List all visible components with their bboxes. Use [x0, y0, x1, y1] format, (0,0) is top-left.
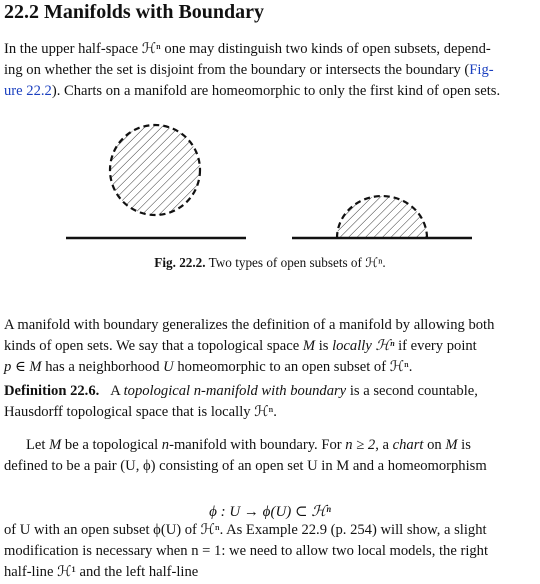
open-disk-interior — [110, 125, 200, 215]
term-chart: chart — [392, 437, 424, 453]
paragraph-half-lines: of U with an open subset ϕ(U) of ℋⁿ. As Example 22.9 (p. 254) will show, a slight modification is necessary when n = 1: we need to allow two local models, the right half-line ℋ¹ and the left half-line — [4, 522, 489, 581]
open-half-disk — [337, 196, 427, 238]
figure-link[interactable]: Fig- — [469, 62, 494, 79]
caption-label: Fig. 22.2. — [154, 255, 206, 270]
definition-label: Definition 22.6. — [4, 383, 100, 399]
term-locally: locally ℋⁿ — [332, 338, 395, 355]
caption-text: Two types of open subsets of ℋⁿ. — [208, 255, 386, 270]
definition-term: topological n-manifold with boundary — [123, 383, 347, 399]
intro-line-2: ing on whether the set is disjoint from the boundary or intersects the boundary (Fig- — [4, 62, 494, 79]
paragraph-locally-hn: A manifold with boundary generalizes the definition of a manifold by allowing both kinds of open sets. We say that a topological space M is locally ℋⁿ if every point p ∈ M has a neighborhood U homeomorphic to an open subset of ℋⁿ. — [4, 317, 495, 376]
intro-line-3: ure 22.2). Charts on a manifold are homeomorphic to only the first kind of open sets. — [4, 83, 501, 100]
intro-line-1: In the upper half-space ℋⁿ one may distinguish two kinds of open subsets, depend- — [4, 41, 491, 57]
section-number: 22.2 — [4, 1, 39, 23]
paragraph-chart-definition: Let M be a topological n-manifold with boundary. For n ≥ 2, a chart on M is defined to be a pair (U, ϕ) consisting of an open set U in M and a homeomorphism — [4, 437, 487, 475]
display-formula: ϕ : U → ϕ(U) ⊂ ℋⁿ — [209, 504, 331, 520]
section-title: Manifolds with Boundary — [44, 1, 265, 23]
definition-block: Definition 22.6. A topological n-manifold with boundary is a second countable, Hausdorff topological space that is locally ℋⁿ. — [4, 383, 478, 421]
figure-caption — [0, 254, 540, 272]
figure-link-cont[interactable]: ure 22.2 — [4, 83, 52, 100]
